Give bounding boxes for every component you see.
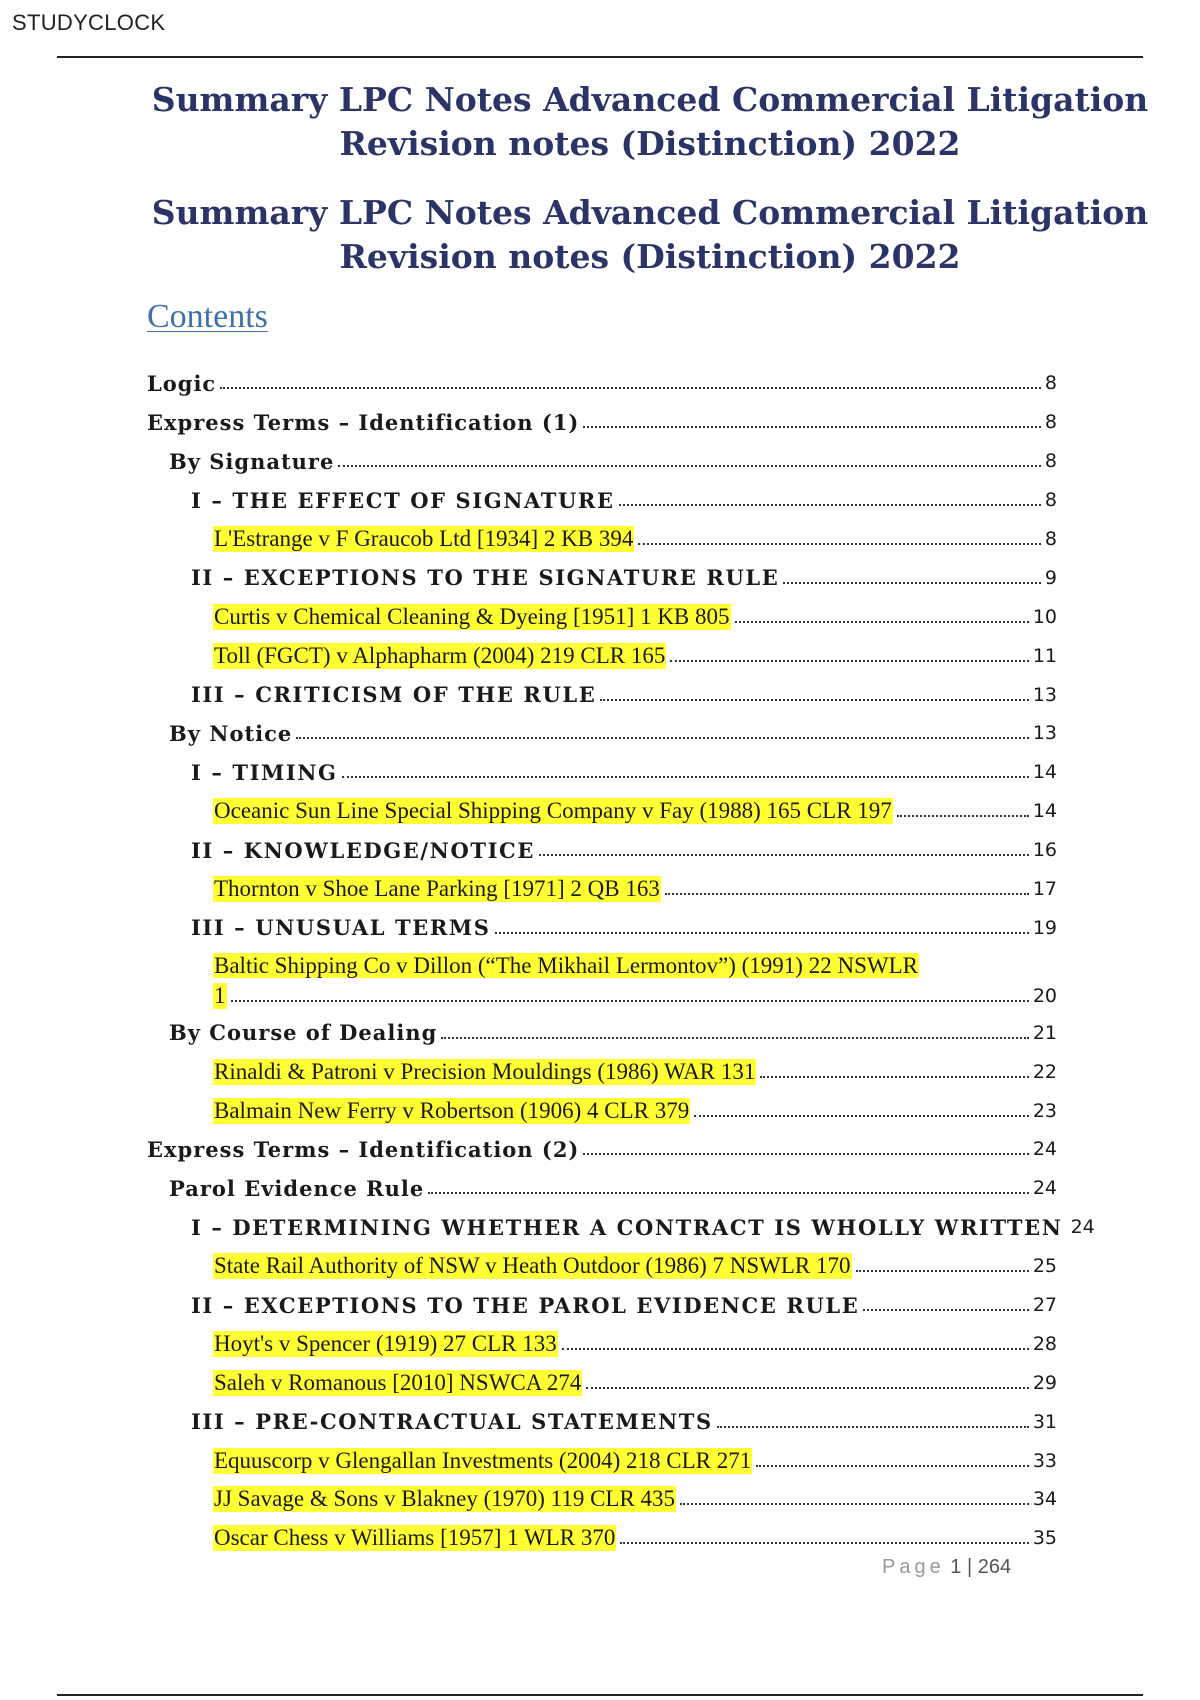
toc-entry[interactable] xyxy=(147,1208,1095,1247)
toc-entry-title: Oceanic Sun Line Special Shipping Company v Fay (1988) 165 CLR 197 xyxy=(214,798,892,824)
toc-entry-title-continued: 1 xyxy=(214,983,226,1009)
top-divider xyxy=(57,56,1143,58)
toc-entry-title: Curtis v Chemical Cleaning & Dyeing [1951] 1 KB 805 xyxy=(214,603,730,629)
toc-entry[interactable] xyxy=(147,908,1057,947)
dot-leader xyxy=(756,1465,1029,1467)
toc-entry[interactable] xyxy=(147,1052,1057,1091)
toc-entry-page: 35 xyxy=(1032,1527,1057,1550)
dot-leader xyxy=(342,776,1029,778)
toc-entry-title: JJ Savage & Sons v Blakney (1970) 119 CLR 435 xyxy=(214,1486,676,1512)
toc-entry-title: Thornton v Shoe Lane Parking [1971] 2 QB 163 xyxy=(214,876,660,902)
toc-entry[interactable] xyxy=(147,1363,1057,1402)
toc-entry[interactable] xyxy=(147,1247,1057,1286)
toc-entry-page: 21 xyxy=(1032,1021,1057,1044)
toc-entry-page: 20 xyxy=(1032,985,1057,1008)
toc-entry[interactable] xyxy=(147,364,1057,403)
toc-entry[interactable] xyxy=(147,1402,1057,1441)
toc-entry-page: 14 xyxy=(1032,800,1057,823)
toc-entry-title: Express Terms – Identification (2) xyxy=(147,1136,580,1162)
toc-entry[interactable] xyxy=(147,675,1057,714)
dot-leader xyxy=(338,465,1041,467)
toc-entry-title: Toll (FGCT) v Alphapharm (2004) 219 CLR 165 xyxy=(214,642,666,668)
toc-entry[interactable] xyxy=(147,1519,1057,1558)
toc-entry-page: 16 xyxy=(1032,839,1057,862)
toc-entry-page: 17 xyxy=(1032,878,1057,901)
dot-leader xyxy=(856,1270,1029,1272)
dot-leader xyxy=(897,815,1029,817)
toc-entry[interactable] xyxy=(147,947,1057,1013)
toc-entry[interactable] xyxy=(147,1324,1057,1363)
toc-entry-title: II – EXCEPTIONS TO THE SIGNATURE RULE xyxy=(191,565,780,591)
toc-entry-page: 24 xyxy=(1032,1177,1057,1200)
document-title-1 xyxy=(140,78,1160,166)
table-of-contents xyxy=(147,364,1095,1558)
toc-entry-title: III – PRE-CONTRACTUAL STATEMENTS xyxy=(191,1409,713,1435)
toc-entry[interactable] xyxy=(147,714,1057,753)
toc-entry-page: 22 xyxy=(1032,1060,1057,1083)
toc-entry[interactable] xyxy=(147,1130,1057,1169)
dot-leader xyxy=(600,699,1028,701)
toc-entry-title: By Notice xyxy=(169,720,293,746)
toc-entry-page: 9 xyxy=(1044,566,1057,589)
dot-leader xyxy=(441,1037,1029,1039)
toc-entry-page: 27 xyxy=(1032,1294,1057,1317)
title-line-2: Revision notes (Distinction) 2022 xyxy=(339,124,961,163)
dot-leader xyxy=(583,426,1041,428)
toc-entry-title: I – THE EFFECT OF SIGNATURE xyxy=(191,487,615,513)
toc-entry-title: Equuscorp v Glengallan Investments (2004) 218 CLR 271 xyxy=(214,1447,752,1473)
dot-leader xyxy=(735,621,1029,623)
toc-entry-title: By Signature xyxy=(169,448,335,474)
toc-entry[interactable] xyxy=(147,558,1057,597)
dot-leader xyxy=(296,737,1029,739)
toc-entry-title: II – EXCEPTIONS TO THE PAROL EVIDENCE RULE xyxy=(191,1292,860,1318)
toc-entry-title: L'Estrange v F Graucob Ltd [1934] 2 KB 394 xyxy=(214,526,634,551)
toc-entry[interactable] xyxy=(147,1091,1057,1130)
page-number: 1 xyxy=(950,1556,962,1578)
toc-entry-page: 34 xyxy=(1032,1488,1057,1511)
toc-entry[interactable] xyxy=(147,792,1057,831)
toc-entry-title: Oscar Chess v Williams [1957] 1 WLR 370 xyxy=(214,1525,616,1551)
total-pages: 264 xyxy=(977,1556,1012,1578)
dot-leader xyxy=(670,660,1028,662)
toc-entry-page: 28 xyxy=(1032,1332,1057,1355)
toc-entry[interactable] xyxy=(147,870,1057,909)
toc-entry[interactable] xyxy=(147,1169,1057,1208)
dot-leader xyxy=(783,582,1041,584)
toc-entry-title: I – TIMING xyxy=(191,759,338,785)
toc-entry-title: III – UNUSUAL TERMS xyxy=(191,915,491,941)
toc-entry-title: By Course of Dealing xyxy=(169,1020,438,1046)
toc-entry-title: Hoyt's v Spencer (1919) 27 CLR 133 xyxy=(214,1330,557,1356)
dot-leader xyxy=(680,1503,1029,1505)
bottom-divider xyxy=(57,1694,1143,1696)
toc-entry-title: III – CRITICISM OF THE RULE xyxy=(191,682,597,708)
toc-entry-page: 13 xyxy=(1032,683,1057,706)
dot-leader xyxy=(717,1426,1029,1428)
toc-entry[interactable] xyxy=(147,1441,1057,1480)
toc-entry[interactable] xyxy=(147,636,1057,675)
toc-entry-page: 31 xyxy=(1032,1410,1057,1433)
toc-entry-page: 24 xyxy=(1070,1216,1095,1239)
toc-entry-title: Baltic Shipping Co v Dillon (“The Mikhail Lermontov”) (1991) 22 NSWLR xyxy=(214,953,918,979)
toc-entry-page: 23 xyxy=(1032,1099,1057,1122)
toc-entry[interactable] xyxy=(147,831,1057,870)
contents-heading: Contents xyxy=(147,298,268,335)
toc-entry-title: I – DETERMINING WHETHER A CONTRACT IS WHOLLY WRITTEN xyxy=(191,1214,1063,1240)
toc-entry-page: 19 xyxy=(1032,916,1057,939)
dot-leader xyxy=(665,893,1029,895)
toc-entry[interactable] xyxy=(147,520,1057,559)
toc-entry-page: 8 xyxy=(1044,450,1057,473)
toc-entry-title: II – KNOWLEDGE/NOTICE xyxy=(191,837,535,863)
toc-entry-page: 10 xyxy=(1032,605,1057,628)
dot-leader xyxy=(863,1309,1028,1311)
toc-entry-page: 8 xyxy=(1044,411,1057,434)
toc-entry-title: Rinaldi & Patroni v Precision Mouldings (1986) WAR 131 xyxy=(214,1058,756,1084)
dot-leader xyxy=(638,543,1041,545)
toc-entry-page: 8 xyxy=(1044,489,1057,512)
dot-leader xyxy=(619,504,1041,506)
toc-entry-page: 11 xyxy=(1032,644,1057,667)
dot-leader xyxy=(495,932,1029,934)
dot-leader xyxy=(583,1153,1028,1155)
toc-entry-title: Express Terms – Identification (1) xyxy=(147,409,580,435)
toc-entry-title: Logic xyxy=(147,370,217,396)
toc-entry[interactable] xyxy=(147,597,1057,636)
dot-leader xyxy=(428,1192,1029,1194)
page-word: Page xyxy=(882,1556,945,1578)
dot-leader xyxy=(231,1000,1029,1002)
document-title-2 xyxy=(140,191,1160,279)
toc-entry[interactable] xyxy=(147,481,1057,520)
brand-logo-text: STUDYCLOCK xyxy=(12,10,166,35)
toc-entry-page: 13 xyxy=(1032,722,1057,745)
toc-entry[interactable] xyxy=(147,403,1057,442)
title-line-1: Summary LPC Notes Advanced Commercial Litigation xyxy=(151,193,1149,232)
toc-entry[interactable] xyxy=(147,753,1057,792)
toc-entry[interactable] xyxy=(147,442,1057,481)
title-line-1: Summary LPC Notes Advanced Commercial Litigation xyxy=(151,80,1149,119)
toc-entry[interactable] xyxy=(147,1480,1057,1519)
dot-leader xyxy=(539,854,1029,856)
page-separator: | xyxy=(966,1556,973,1578)
toc-entry[interactable] xyxy=(147,1286,1057,1325)
dot-leader xyxy=(694,1115,1029,1117)
dot-leader xyxy=(220,387,1041,389)
page-footer xyxy=(882,1556,1011,1579)
toc-entry-title: Parol Evidence Rule xyxy=(169,1175,425,1201)
toc-entry-page: 25 xyxy=(1032,1255,1057,1278)
dot-leader xyxy=(586,1387,1028,1389)
toc-entry-page: 14 xyxy=(1032,761,1057,784)
toc-entry-page: 8 xyxy=(1044,372,1057,395)
dot-leader xyxy=(562,1348,1029,1350)
toc-entry-page: 29 xyxy=(1032,1371,1057,1394)
toc-entry-page: 33 xyxy=(1032,1449,1057,1472)
title-line-2: Revision notes (Distinction) 2022 xyxy=(339,237,961,276)
toc-entry-title: Balmain New Ferry v Robertson (1906) 4 CLR 379 xyxy=(214,1097,690,1123)
dot-leader xyxy=(760,1076,1028,1078)
toc-entry-title: State Rail Authority of NSW v Heath Outdoor (1986) 7 NSWLR 170 xyxy=(214,1253,851,1279)
toc-entry-page: 8 xyxy=(1044,528,1057,550)
dot-leader xyxy=(620,1542,1028,1544)
toc-entry-title: Saleh v Romanous [2010] NSWCA 274 xyxy=(214,1369,582,1395)
toc-entry[interactable] xyxy=(147,1013,1057,1052)
toc-entry-page: 24 xyxy=(1032,1138,1057,1161)
